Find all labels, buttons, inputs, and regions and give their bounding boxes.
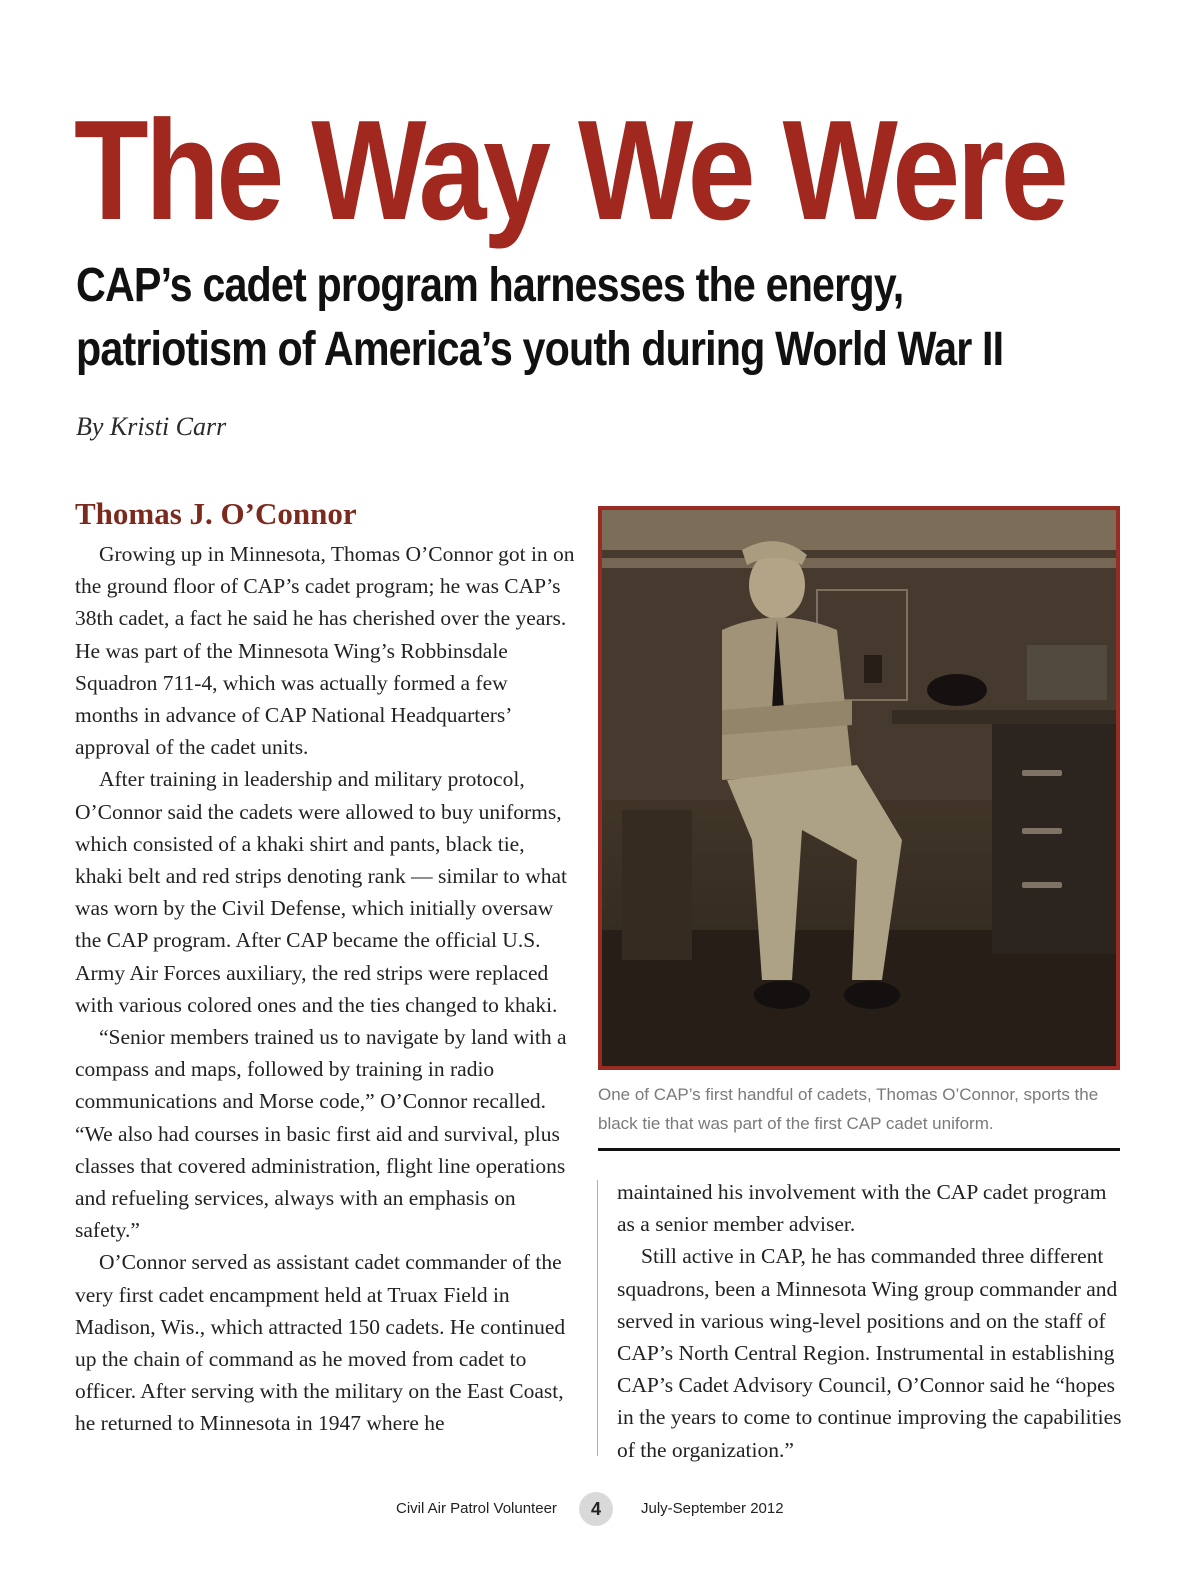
cadet-photo xyxy=(598,506,1120,1070)
caption-rule xyxy=(598,1148,1120,1151)
right-column xyxy=(617,1176,1127,1466)
body-paragraph: Growing up in Minnesota, Thomas O’Connor got in on the ground floor of CAP’s cadet program; he was CAP’s 38th cadet, a fact he said he has cherished over the years. He was part of the Minnesota Wing’s Robbinsdale Squadron 711-4, which was actually formed a few months in advance of CAP National Headquarters’ approval of the cadet units. xyxy=(75,542,575,760)
photo-vignette xyxy=(602,510,1116,1066)
body-paragraph: “Senior members trained us to navigate by land with a compass and maps, followed by training in radio communications and Morse code,” O’Connor recalled. “We also had courses in basic first aid and survival, plus classes that covered administration, flight line operations and refueling services, always with an emphasis on safety.” xyxy=(75,1025,567,1243)
article-subtitle xyxy=(76,254,1108,382)
issue-date: July-September 2012 xyxy=(641,1500,784,1517)
body-paragraph: O’Connor served as assistant cadet commander of the very first cadet encampment held at Truax Field in Madison, Wis., which attracted 150 cadets. He continued up the chain of command as he moved from cadet to officer. After serving with the military on the East Coast, he returned to Minnesota in 1947 where he xyxy=(75,1250,566,1436)
column-divider xyxy=(597,1180,598,1456)
section-heading: Thomas J. O’Connor xyxy=(75,496,357,531)
cadet-photo-illustration xyxy=(602,510,1116,1066)
subtitle-line-1: CAP’s cadet program harnesses the energy, xyxy=(76,259,904,312)
article-title: The Way We Were xyxy=(74,91,1066,250)
photo-caption: One of CAP’s first handful of cadets, Thomas O’Connor, sports the black tie that was part of the first CAP cadet uniform. xyxy=(598,1085,1099,1133)
publication-name: Civil Air Patrol Volunteer xyxy=(396,1500,557,1517)
body-paragraph: maintained his involvement with the CAP cadet program as a senior member adviser. xyxy=(617,1180,1107,1237)
left-column xyxy=(75,494,575,1440)
page-footer xyxy=(0,1492,1200,1528)
body-paragraph: After training in leadership and military protocol, O’Connor said the cadets were allowed to buy uniforms, which consisted of a khaki shirt and pants, black tie, khaki belt and red strips denoting rank — similar to what was worn by the Civil Defense, which initially oversaw the CAP program. After CAP became the official U.S. Army Air Forces auxiliary, the red strips were replaced with various colored ones and the ties changed to khaki. xyxy=(75,767,568,1017)
page-number: 4 xyxy=(579,1492,613,1526)
byline: By Kristi Carr xyxy=(76,412,227,441)
subtitle-line-2: patriotism of America’s youth during World War II xyxy=(76,323,1004,376)
body-paragraph: Still active in CAP, he has commanded three different squadrons, been a Minnesota Wing group commander and served in various wing-level positions and on the staff of CAP’s North Central Region. Instrumental in establishing CAP’s Cadet Advisory Council, O’Connor said he “hopes in the years to come to continue improving the capabilities of the organization.” xyxy=(617,1244,1122,1462)
